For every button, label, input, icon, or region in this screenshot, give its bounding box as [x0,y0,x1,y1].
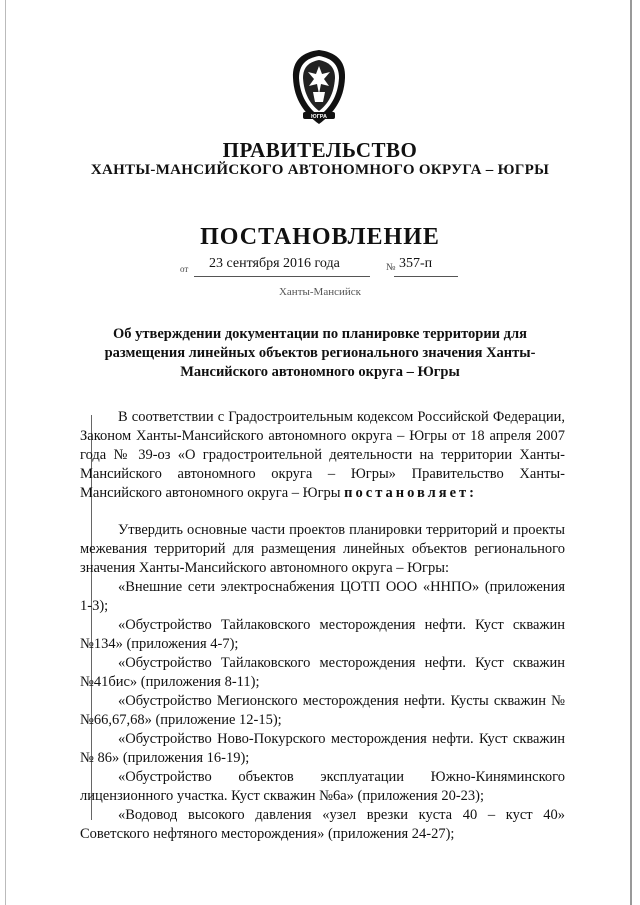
government-title: ПРАВИТЕЛЬСТВО [222,138,418,162]
coat-of-arms-emblem [289,48,349,128]
body-paragraph: «Обустройство Тайлаковского месторождения нефти. Куст скважин №41бис» (приложения 8-11); [80,655,565,690]
body-paragraph: «Водовод высокого давления «узел врезки куста 40 – куст 40» Советского нефтяного месторождения» (приложения 24-27); [80,807,565,842]
document-number: 357-п [399,256,433,271]
date-underline [194,276,370,277]
scan-edge-right [630,0,632,905]
number-underline [394,276,458,277]
document-type: ПОСТАНОВЛЕНИЕ [200,224,440,250]
region-title: ХАНТЫ-МАНСИЙСКОГО АВТОНОМНОГО ОКРУГА – ЮГРЫ [90,162,550,178]
document-city: Ханты-Мансийск [278,286,361,298]
resolves-word: постановляет: [344,485,477,501]
scan-edge-left [5,0,6,905]
body-paragraph: «Внешние сети электроснабжения ЦОТП ООО «ННПО» (приложения 1-3); [80,579,565,614]
body-paragraph: «Обустройство Мегионского месторождения нефти. Кусты скважин №№66,67,68» (приложение 12-15); [80,693,565,728]
document-dateline [180,256,460,278]
document-date: 23 сентября 2016 года [209,256,340,271]
date-prefix: от [180,264,189,274]
document-body [80,408,565,844]
document-subject: Об утверждении документации по планировке территории для размещения линейных объектов регионального значения Ханты-Мансийского автономного округа – Югры [104,326,536,380]
body-paragraph: «Обустройство Ново-Покурского месторождения нефти. Куст скважин № 86» (приложения 16-19); [80,731,565,766]
preamble-paragraph [80,408,565,503]
emblem-label: ЮГРА [311,114,327,120]
body-paragraph: «Обустройство Тайлаковского месторождения нефти. Куст скважин №134» (приложения 4-7); [80,617,565,652]
body-paragraph: «Обустройство объектов эксплуатации Южно-Киняминского лицензионного участка. Куст скважин №6а» (приложения 20-23); [80,769,565,804]
number-prefix: № [386,262,396,273]
body-paragraph: Утвердить основные части проектов планировки территорий и проекты межевания территорий для размещения линейных объектов регионального значения Ханты-Мансийского автономного округа – Югры: [80,522,565,576]
preamble-text: В соответствии с Градостроительным кодексом Российской Федерации, Законом Ханты-Мансийского автономного округа – Югры от 18 апреля 2007 года № 39-оз «О градостроительной деятельности на территории Ханты-Мансийского автономного округа – Югры» Правительство Ханты-Мансийского автономного округа – Югры [80,409,565,501]
